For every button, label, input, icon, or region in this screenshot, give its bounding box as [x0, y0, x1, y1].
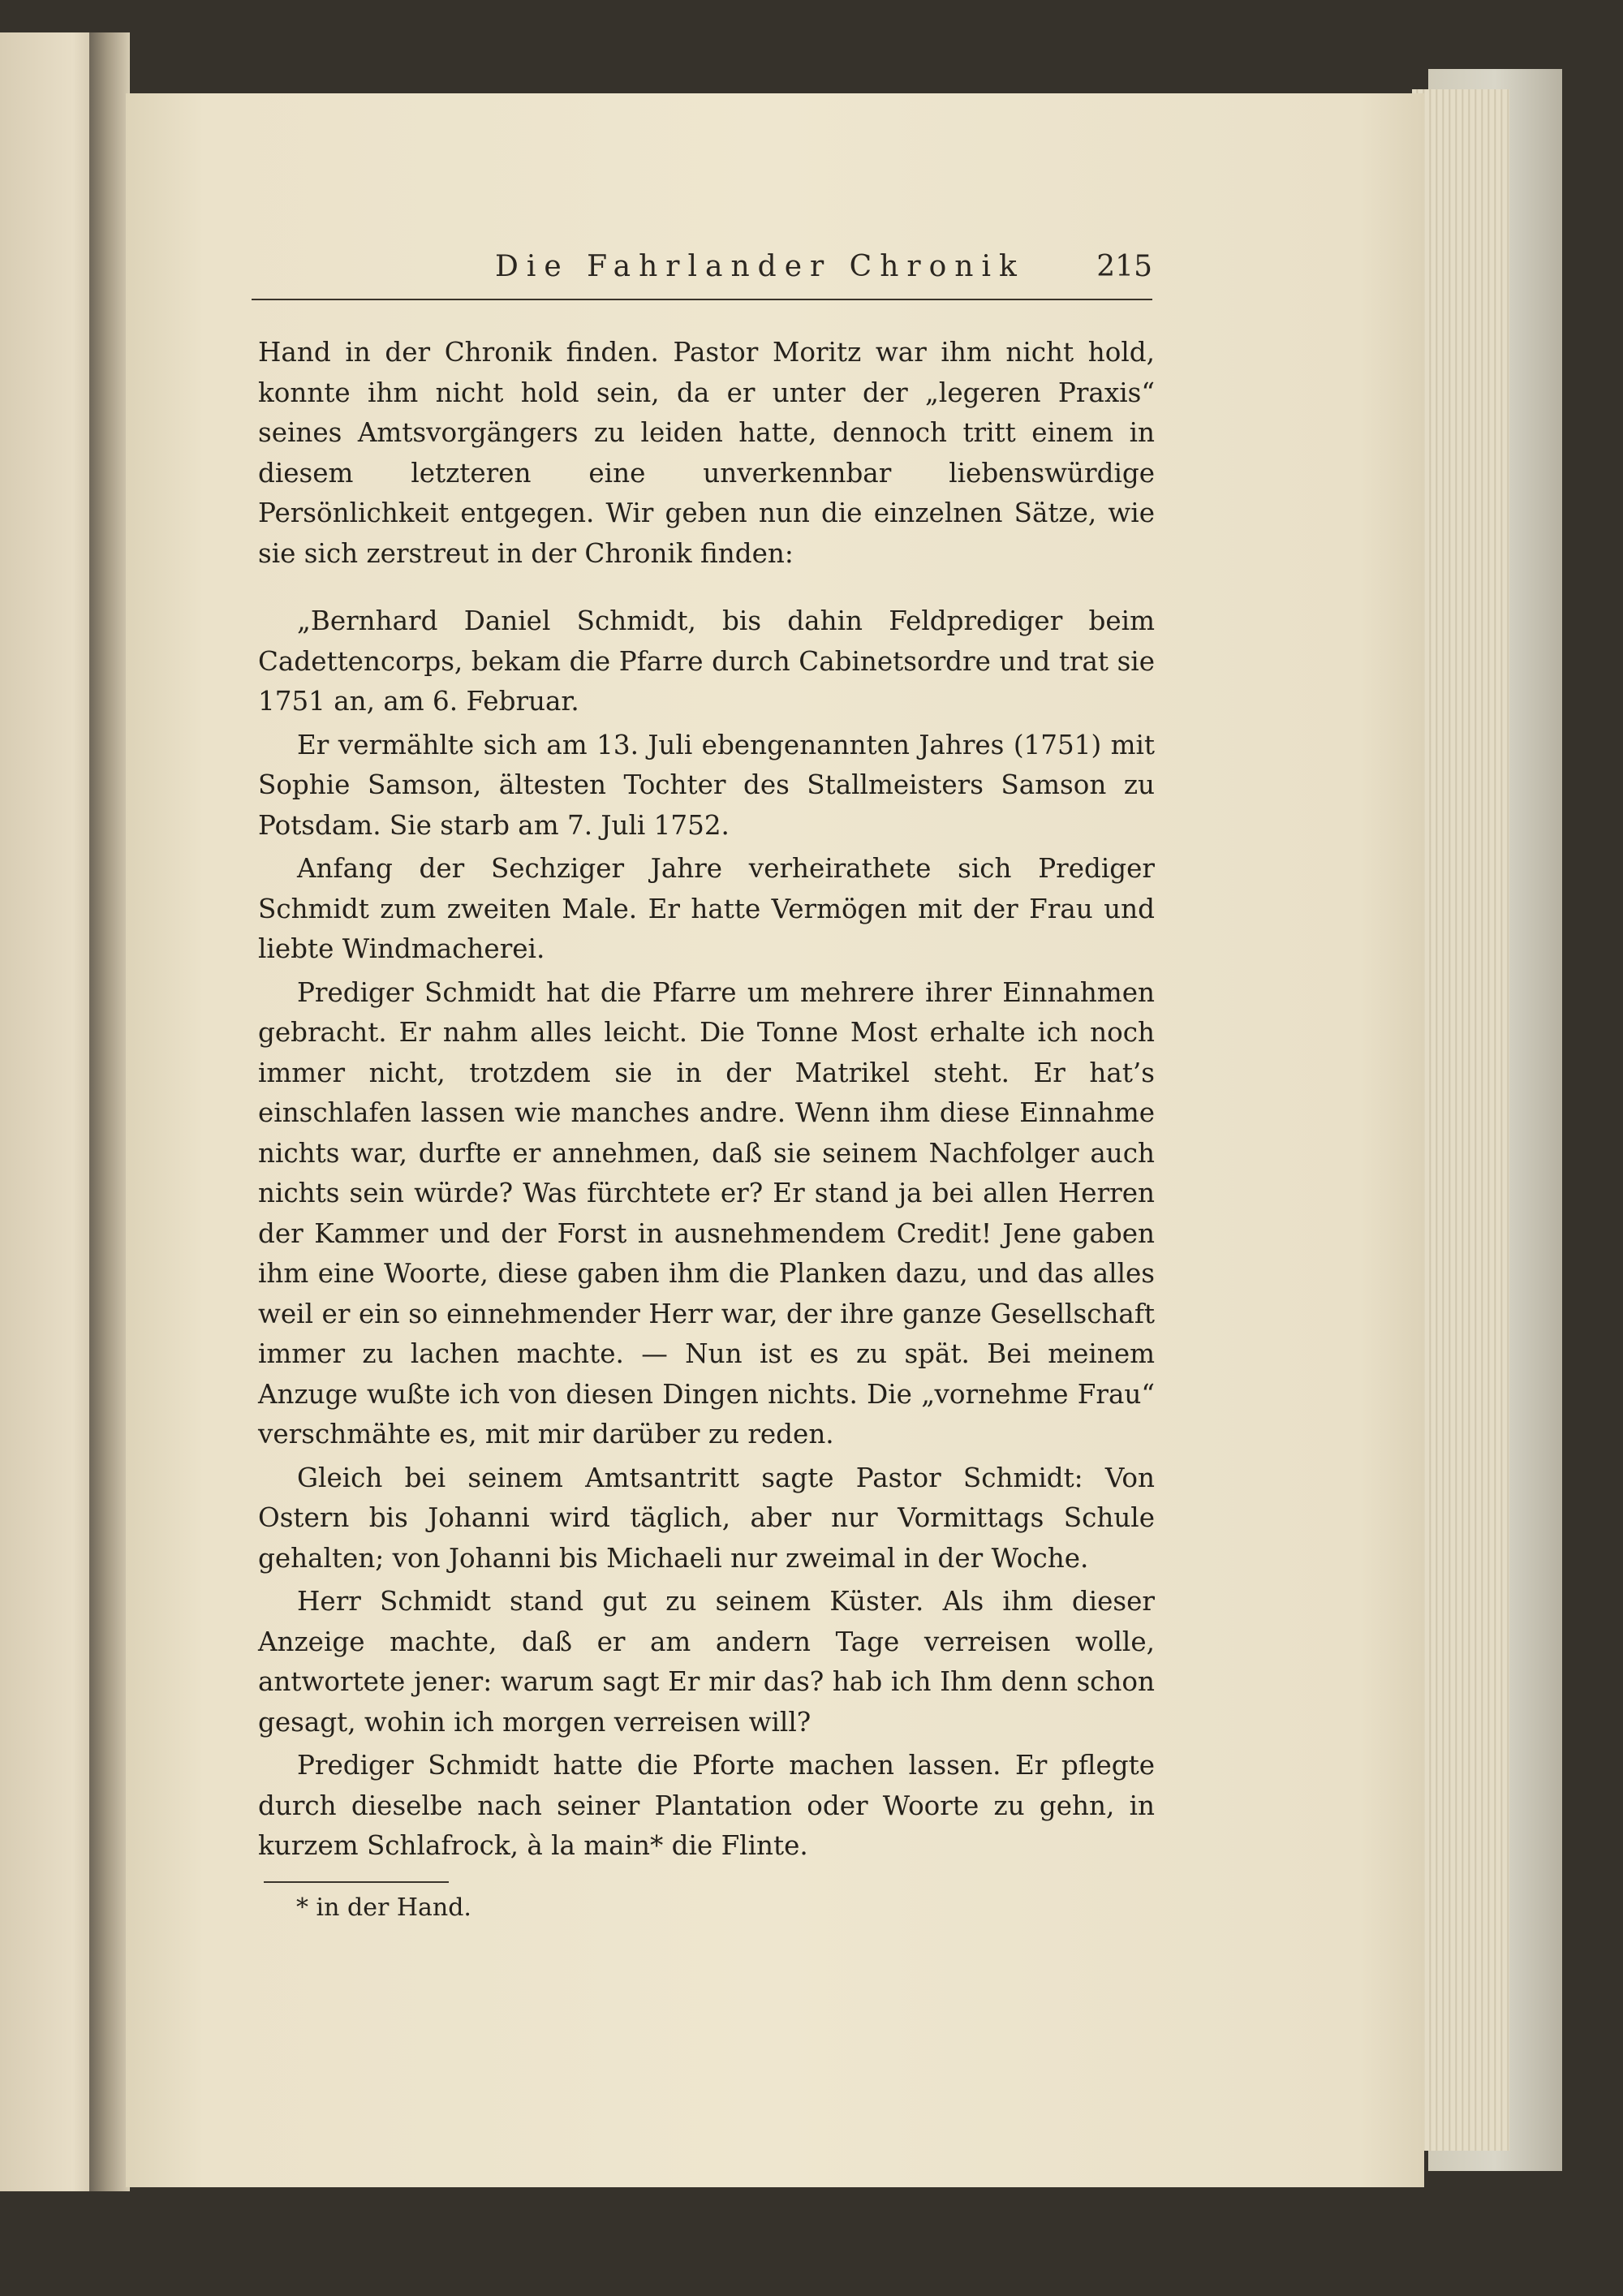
running-title: Die Fahrlander Chronik — [495, 250, 1025, 283]
body-text — [258, 333, 1155, 1867]
footnote: * in der Hand. — [296, 1893, 471, 1922]
paragraph: Prediger Schmidt hatte die Pforte machen lassen. Er pflegte durch dieselbe nach seiner Plantation oder Woorte zu gehn, in kurzem Schlafrock, à la main* die Flinte. — [258, 1750, 1155, 1861]
page-number: 215 — [1096, 250, 1152, 283]
paragraph: Prediger Schmidt hat die Pfarre um mehrere ihrer Einnahmen gebracht. Er nahm alles leicht. Die Tonne Most erhalte ich noch immer nicht, trotzdem sie in der Matrikel steht. Er hat’s einschlafen lassen wie manches andre. Wenn ihm diese Einnahme nichts war, durfte er annehmen, daß sie seinem Nachfolger auch nichts sein würde? Was fürchtete er? Er stand ja bei allen Herren der Kammer und der Forst in ausnehmendem Credit! Jene gaben ihm eine Woorte, diese gaben ihm die Planken dazu, und das alles weil er ein so einnehmender Herr war, der ihre ganze Gesellschaft immer zu lachen machte. — Nun ist es zu spät. Bei meinem Anzuge wußte ich von diesen Dingen nichts. Die „vornehme Frau“ verschmähte es, mit mir darüber zu reden. — [258, 976, 1155, 1450]
page-stack-edges — [1412, 89, 1509, 2151]
paragraph: Anfang der Sechziger Jahre verheirathete sich Prediger Schmidt zum zweiten Male. Er hatte Vermögen mit der Frau und liebte Windmacherei. — [258, 853, 1155, 964]
footnote-rule — [264, 1881, 449, 1883]
paragraph: „Bernhard Daniel Schmidt, bis dahin Feldprediger beim Cadettencorps, bekam die Pfarre durch Cabinetsordre und trat sie 1751 an, am 6. Februar. — [258, 605, 1155, 717]
running-header — [252, 250, 1152, 300]
paragraph: Herr Schmidt stand gut zu seinem Küster. Als ihm dieser Anzeige machte, daß er am andern Tage verreisen wolle, antwortete jener: warum sagt Er mir das? hab ich Ihm denn schon gesagt, wohin ich morgen verreisen will? — [258, 1586, 1155, 1738]
paragraph: Gleich bei seinem Amtsantritt sagte Pastor Schmidt: Von Ostern bis Johanni wird täglich, aber nur Vormittags Schule gehalten; von Johanni bis Michaeli nur zweimal in der Woche. — [258, 1462, 1155, 1574]
paragraph: Er vermählte sich am 13. Juli ebengenannten Jahres (1751) mit Sophie Samson, ältesten Tochter des Stallmeisters Samson zu Potsdam. Sie starb am 7. Juli 1752. — [258, 729, 1155, 841]
paragraph: Hand in der Chronik finden. Pastor Moritz war ihm nicht hold, konnte ihm nicht hold sein, da er unter der „legeren Praxis“ seines Amtsvorgängers zu leiden hatte, dennoch tritt einem in diesem letzteren eine unverkennbar liebenswürdige Persönlichkeit entgegen. Wir geben nun die einzelnen Sätze, wie sie sich zerstreut in der Chronik finden: — [258, 337, 1155, 569]
book-gutter — [89, 32, 130, 2191]
